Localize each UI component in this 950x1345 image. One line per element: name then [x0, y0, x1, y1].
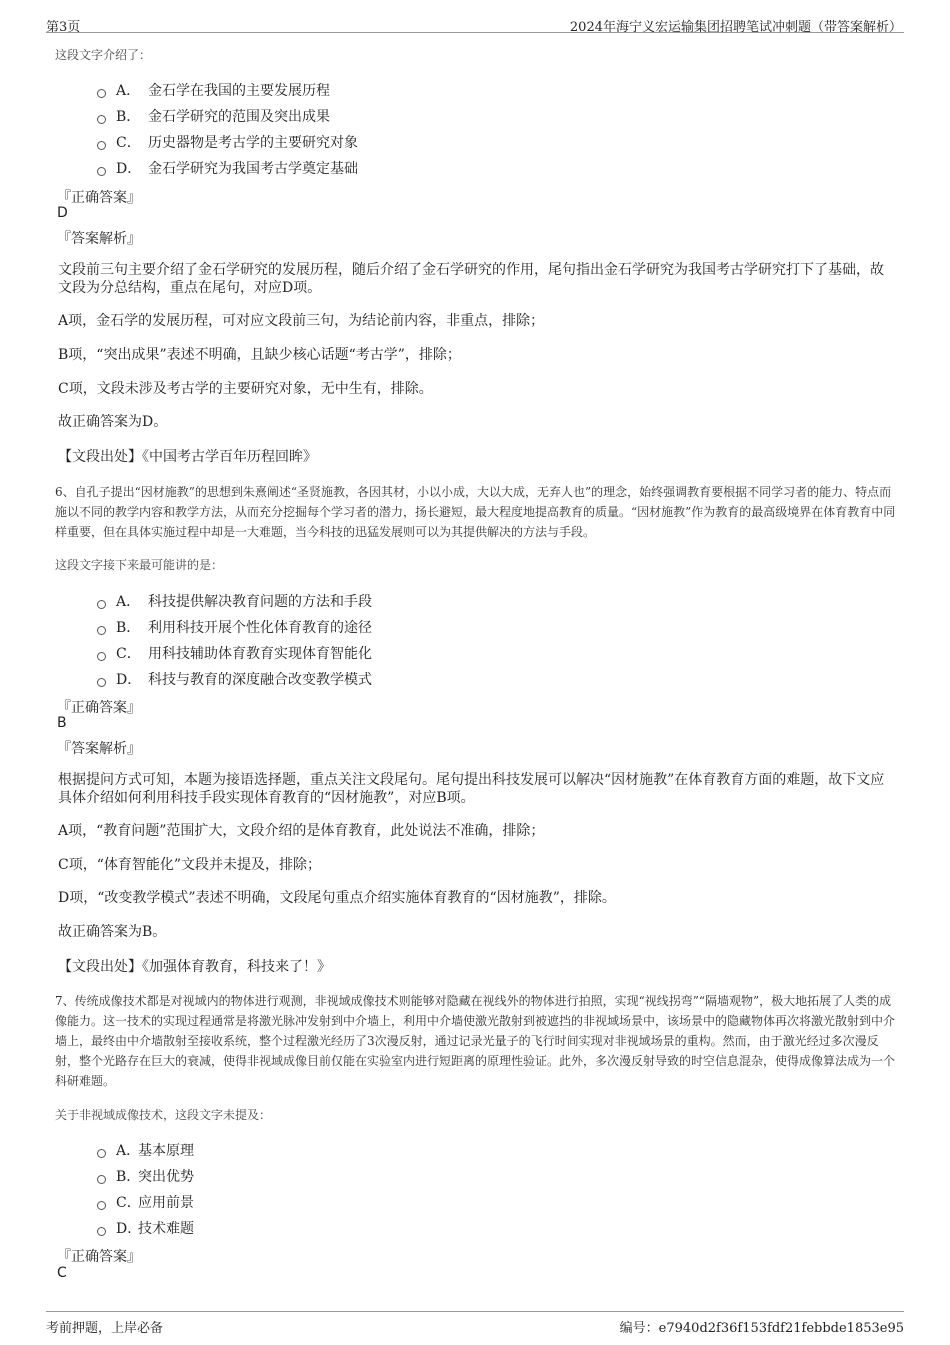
q5-analysis-a: A项，金石学的发展历程，可对应文段前三句，为结论前内容，非重点，排除；	[58, 313, 545, 329]
document-code: 编号：e7940d2f36f153fdf21febbde1853e95	[619, 1321, 904, 1336]
radio-icon[interactable]	[97, 1149, 106, 1158]
q5-analysis-summary: 文段前三句主要介绍了金石学研究的发展历程，随后介绍了金石学研究的作用，尾句指出金石学研究为我国考古学研究打下了基础，故文段为分总结构，重点在尾句，对应D项。	[58, 262, 884, 296]
radio-icon[interactable]	[97, 1175, 106, 1184]
q7-stem: 7、传统成像技术都是对视域内的物体进行观测，非视域成像技术则能够对隐藏在视线外的物体进行拍照，实现“视线拐弯”“隔墙观物”，极大地拓展了人类的成像能力。这一技术的实现过程通常是将激光脉冲发射到中介墙上，利用中介墙使激光散射到被遮挡的非视域场景中，该场景中的隐藏物体再次将激光散射到中介墙上，最终由中介墙散射至接收系统，整个过程激光经历了3次漫反射，通过记录光量子的飞行时间实现对非视域场景的重构。然而，由于激光经过多次漫反射，整个光路存在巨大的衰减，使得非视域成像目前仅能在实验室内进行短距离的原理性验证。此外，多次漫反射导致的时空信息混杂，使得成像算法成为一个科研难题。	[55, 994, 896, 1088]
q6-stem: 6、自孔子提出“因材施教”的思想到朱熹阐述“圣贤施教，各因其材，小以小成，大以大成，无弃人也”的理念，始终强调教育要根据不同学习者的能力、特点而施以不同的教学内容和教学方法，从而充分挖掘每个学习者的潜力，扬长避短，最大程度地提高教育的质量。“因材施教”作为教育的最高级境界在体育教育中同样重要，但在具体实施过程中却是一大难题，当今科技的迅猛发展则可以为其提供解决的方法与手段。	[55, 485, 896, 539]
q6-option-b[interactable]: B． 利用科技开展个性化体育教育的途径	[97, 617, 372, 637]
radio-icon[interactable]	[97, 89, 106, 98]
q5-analysis-c: C项，文段未涉及考古学的主要研究对象，无中生有，排除。	[58, 381, 433, 397]
q6-answer-label: 『正确答案』	[57, 700, 141, 716]
radio-icon[interactable]	[97, 1201, 106, 1210]
q6-analysis-c: C项，“体育智能化”文段并未提及，排除；	[58, 857, 322, 873]
q5-source: 【文段出处】《中国考古学百年历程回眸》	[58, 449, 317, 465]
q6-answer: B	[57, 715, 67, 731]
q5-analysis-label: 『答案解析』	[57, 231, 141, 247]
q7-option-b[interactable]: B． 突出优势	[97, 1166, 194, 1186]
q5-option-b[interactable]: B． 金石学研究的范围及突出成果	[97, 106, 330, 126]
page-header	[46, 10, 904, 33]
radio-icon[interactable]	[97, 600, 106, 609]
radio-icon[interactable]	[97, 141, 106, 150]
q6-analysis-a: A项，“教育问题”范围扩大，文段介绍的是体育教育，此处说法不准确，排除；	[58, 823, 545, 839]
q6-source: 【文段出处】《加强体育教育，科技来了！》	[58, 959, 331, 975]
q5-option-d[interactable]: D． 金石学研究为我国考古学奠定基础	[97, 158, 358, 178]
q7-prompt: 关于非视域成像技术，这段文字未提及：	[55, 1108, 272, 1122]
q6-conclusion: 故正确答案为B。	[58, 924, 167, 940]
q6-prompt: 这段文字接下来最可能讲的是：	[55, 558, 224, 572]
q5-answer-label: 『正确答案』	[57, 190, 141, 206]
document-title: 2024年海宁义宏运输集团招聘笔试冲刺题（带答案解析）	[569, 20, 902, 35]
radio-icon[interactable]	[97, 652, 106, 661]
q5-prompt: 这段文字介绍了：	[55, 48, 152, 62]
q7-answer-label: 『正确答案』	[57, 1249, 141, 1265]
q6-analysis-label: 『答案解析』	[57, 741, 141, 757]
q6-analysis-summary: 根据提问方式可知，本题为接语选择题，重点关注文段尾句。尾句提出科技发展可以解决“因材施教”在体育教育方面的难题，故下文应具体介绍如何利用科技手段实现体育教育的“因材施教”，对应B项。	[58, 772, 885, 806]
radio-icon[interactable]	[97, 1227, 106, 1236]
radio-icon[interactable]	[97, 115, 106, 124]
radio-icon[interactable]	[97, 678, 106, 687]
q7-option-a[interactable]: A． 基本原理	[97, 1140, 194, 1160]
q6-option-c[interactable]: C． 用科技辅助体育教育实现体育智能化	[97, 643, 372, 663]
q5-option-a[interactable]: A． 金石学在我国的主要发展历程	[97, 80, 330, 100]
q5-answer: D	[57, 205, 68, 221]
page-number: 第3页	[46, 20, 81, 35]
q5-option-c[interactable]: C． 历史器物是考古学的主要研究对象	[97, 132, 358, 152]
q7-option-c[interactable]: C． 应用前景	[97, 1192, 194, 1212]
radio-icon[interactable]	[97, 626, 106, 635]
q7-answer: C	[57, 1265, 67, 1281]
q5-conclusion: 故正确答案为D。	[58, 414, 168, 430]
q7-option-d[interactable]: D． 技术难题	[97, 1218, 194, 1238]
q6-analysis-d: D项，“改变教学模式”表述不明确，文段尾句重点介绍实施体育教育的“因材施教”，排除。	[58, 890, 616, 906]
q6-option-d[interactable]: D． 科技与教育的深度融合改变教学模式	[97, 669, 372, 689]
page-footer	[46, 1311, 904, 1336]
q5-analysis-b: B项，“突出成果”表述不明确，且缺少核心话题“考古学”，排除；	[58, 347, 461, 363]
radio-icon[interactable]	[97, 167, 106, 176]
footer-slogan: 考前押题，上岸必备	[46, 1321, 164, 1336]
q6-option-a[interactable]: A． 科技提供解决教育问题的方法和手段	[97, 591, 372, 611]
